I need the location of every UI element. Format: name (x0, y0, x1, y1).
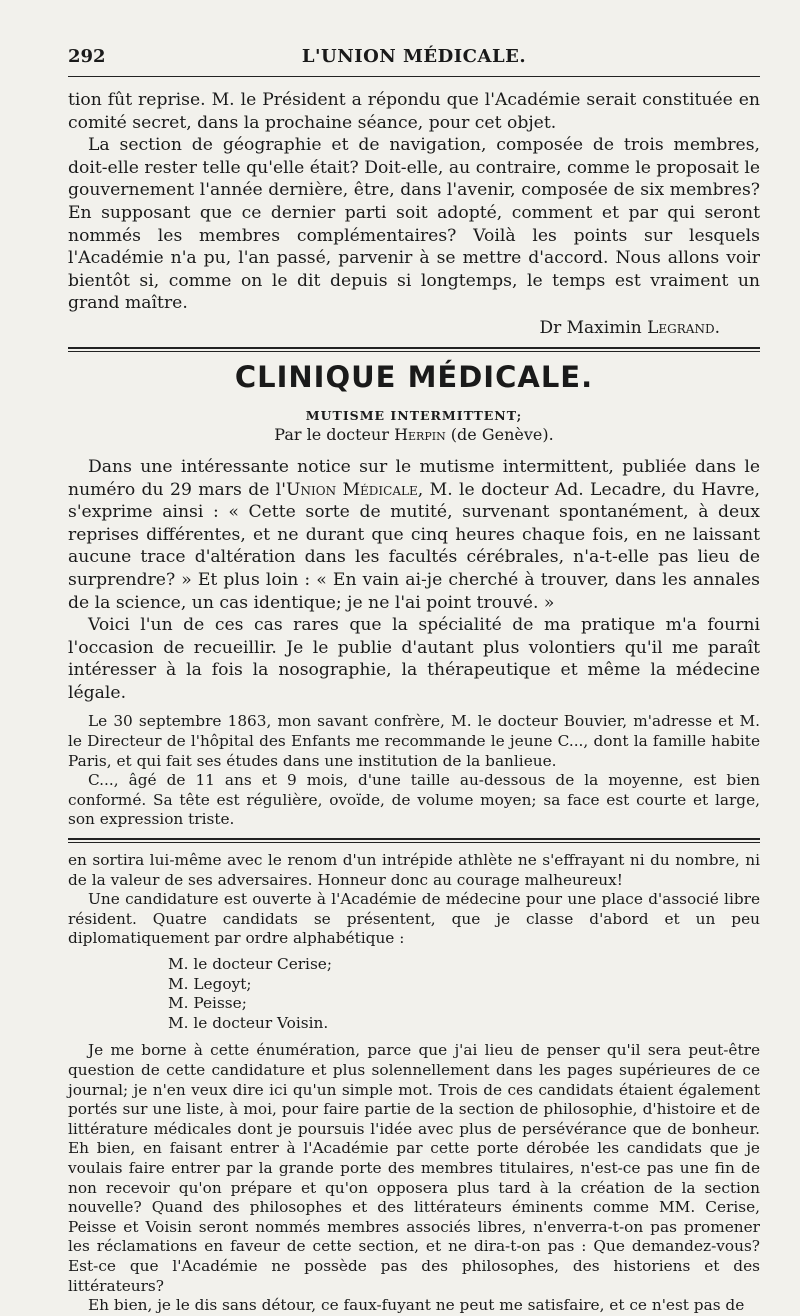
signature-name: Legrand. (647, 317, 720, 338)
case-paragraph: C..., âgé de 11 ans et 9 mois, d'une taille au-dessous de la moyenne, est bien conformé. Sa tête est régulière, ovoïde, de volume moyen; sa face est courte et large, son expression triste. (68, 771, 760, 829)
article-byline (68, 425, 760, 444)
candidate-item: M. le docteur Voisin. (168, 1013, 329, 1032)
feuilleton-paragraph: Je me borne à cette énumération, parce que j'ai lieu de penser qu'il sera peut-être question de cette candidature et plus solennellement dans les pages supérieures de ce journal; je n'en veux dire ici qu'un simple mot. Trois de ces candidats étaient également portés sur une liste, à moi, pour faire partie de la section de philosophie, d'histoire et de littérature médicales dont je poursuis l'idée avec plus de persévérance que de bonheur. Eh bien, en faisant entrer à l'Académie par cette porte dérobée les candidats que je voulais faire entrer par la grande porte des membres titulaires, n'est-ce pas une fin de non recevoir qu'on prépare et qu'on opposera plus tard à la création de la section nouvelle? Quand des philosophes et des littérateurs éminents comme MM. Cerise, Peisse et Voisin seront nommés membres associés libres, n'enverra-t-on pas promener les réclamations en faveur de cette section, et ne dira-t-on pas : Que demandez-vous? Est-ce que l'Académie ne possède pas des philosophes, des historiens et des littérateurs? (68, 1041, 760, 1295)
signature (68, 317, 760, 339)
top-article-paragraph: tion fût reprise. M. le Président a répondu que l'Académie serait constituée en comité secret, dans la prochaine séance, pour cet objet. (68, 90, 760, 133)
header-rule (68, 76, 760, 77)
signature-prefix: Dr Maximin (539, 317, 648, 338)
article-paragraph (68, 456, 760, 614)
byline-prefix: Par le docteur (274, 424, 395, 444)
top-article-paragraph: La section de géographie et de navigation, composée de trois membres, doit-elle rester telle qu'elle était? Doit-elle, au contraire, comme le proposait le gouvernement l'année dernière, être, dans l'avenir, composée de six membres? En supposant que ce dernier parti soit adopté, comment et par qui seront nommés les membres complémentaires? Voilà les points sur lesquels l'Académie n'a pu, l'an passé, parvenir à se mettre d'accord. Nous allons voir bientôt si, comme on le dit depuis si longtemps, le temps est vraiment un grand maître. (68, 135, 760, 314)
article-paragraph: Voici l'un de ces cas rares que la spécialité de ma pratique m'a fourni l'occasion de recueillir. Je le publie d'autant plus volontiers qu'il me paraît intéresser à la fois la nosographie, la thérapeutique et même la médecine légale. (68, 615, 760, 703)
section-divider (68, 347, 760, 352)
article-title: MUTISME INTERMITTENT; (305, 407, 523, 423)
case-paragraph: Le 30 septembre 1863, mon savant confrère, M. le docteur Bouvier, m'adresse et M. le Directeur de l'hôpital des Enfants me recommande le jeune C..., dont la famille habite Paris, et qui fait ses études dans une institution de la banlieue. (68, 712, 760, 770)
running-head (68, 40, 760, 74)
feuilleton-paragraph: en sortira lui-même avec le renom d'un intrépide athlète ne s'effrayant ni du nombre, ni de la valeur de ses adversaires. Honneur donc au courage malheureux! (68, 851, 760, 889)
byline-suffix: (de Genève). (445, 424, 554, 444)
feuilleton-paragraph: Une candidature est ouverte à l'Académie de médecine pour une place d'associé libre résident. Quatre candidats se présentent, que je classe d'abord et un peu diplomatiquement par ordre alphabétique : (68, 890, 760, 948)
section-title: CLINIQUE MÉDICALE. (234, 359, 594, 394)
feuilleton-paragraph: Eh bien, je le dis sans détour, ce faux-fuyant ne peut me satisfaire, et ce n'est pas de (88, 1296, 745, 1315)
candidate-item: M. Peisse; (168, 994, 247, 1013)
p1-end: , M. le docteur Ad. Lecadre, du Havre, s'exprime ainsi : « Cette sorte de mutité, survenant spontanément, à deux reprises différentes, et ne durant que cinq heures chaque fois, en ne laissant aucune trace d'altération dans les facultés cérébrales, n'a-t-elle pas lieu de surprendre? » Et plus loin : « En vain ai-je cherché à trouver, dans les annales de la science, un cas identique; je ne l'ai point trouvé. » (68, 479, 760, 613)
candidate-item: M. Legoyt; (168, 974, 252, 993)
journal-reference: Union Médicale (286, 479, 418, 500)
p1-start: Dans une intéressante notice sur le mutisme intermittent, publiée dans le numéro du 29 mars de l' (68, 456, 760, 500)
byline-author: Herpin (394, 424, 446, 444)
candidate-list (168, 955, 760, 1033)
candidate-item: M. le docteur Cerise; (168, 955, 333, 973)
journal-title: L'UNION MÉDICALE. (301, 46, 527, 67)
page-number: 292 (68, 46, 106, 67)
feuilleton-divider (68, 838, 760, 843)
